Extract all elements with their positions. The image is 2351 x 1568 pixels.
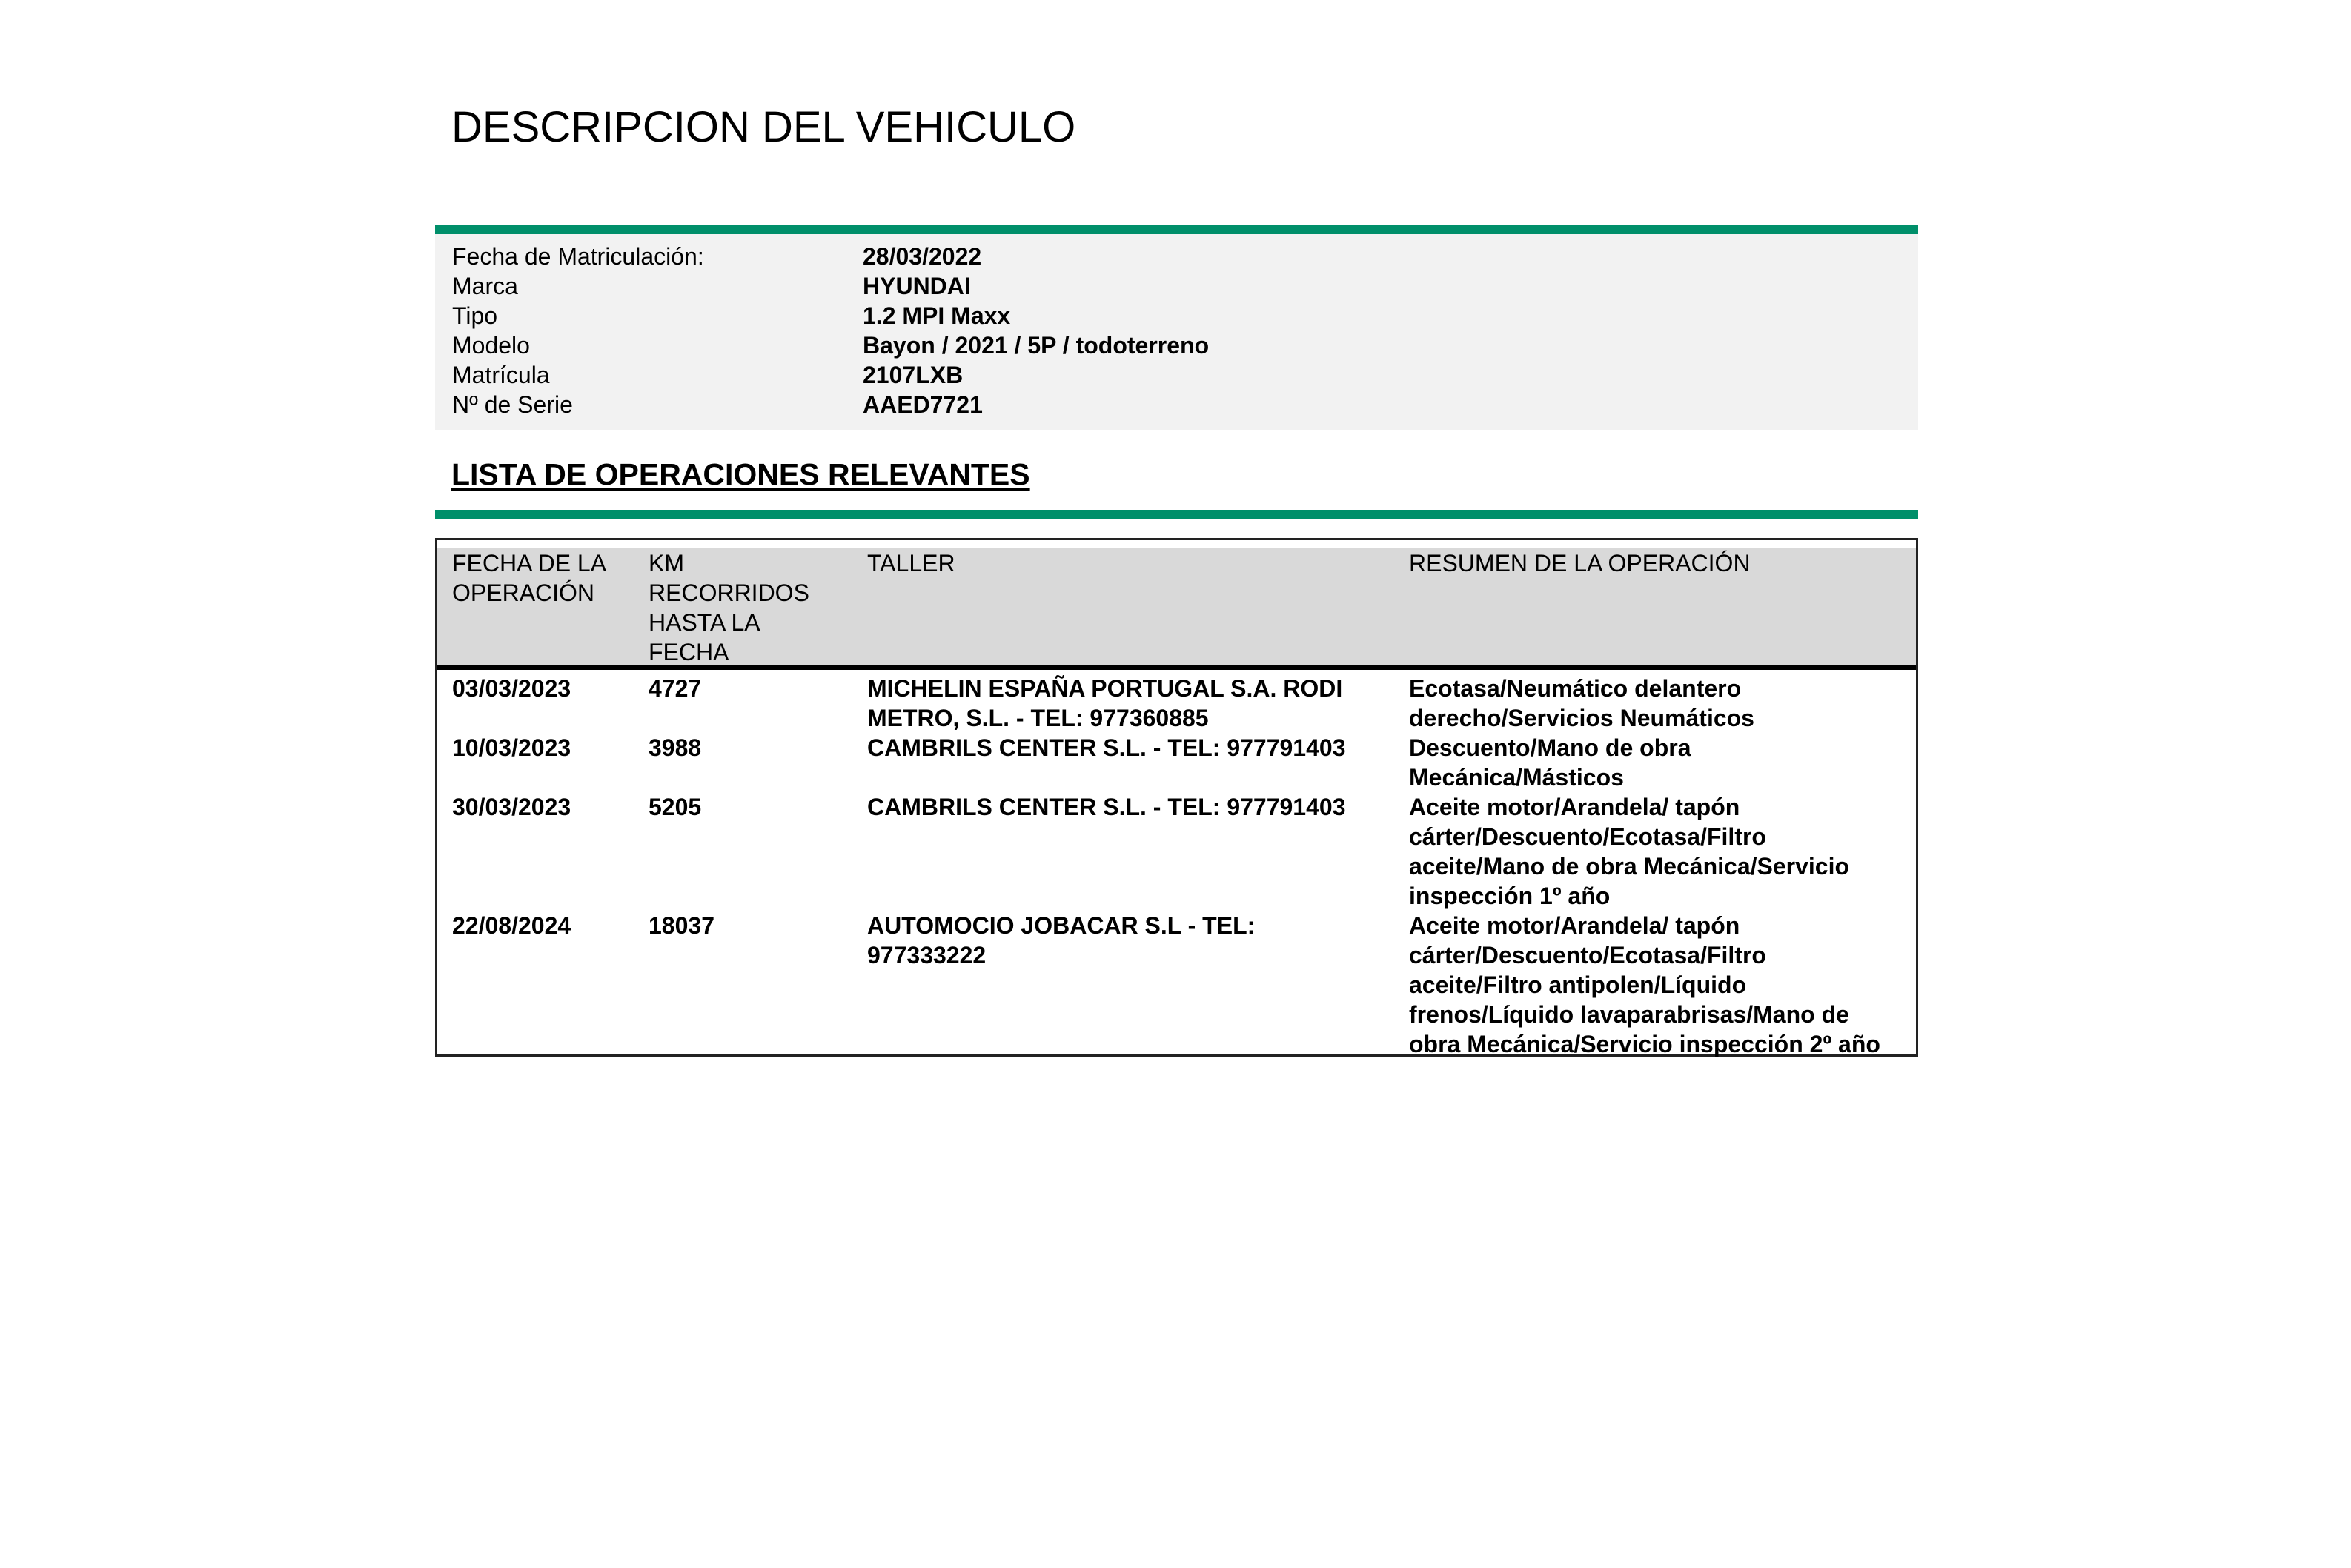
- info-value: HYUNDAI: [863, 273, 971, 299]
- operations-table: [435, 538, 1918, 1057]
- cell-fecha: 10/03/2023: [452, 734, 571, 761]
- cell-taller: CAMBRILS CENTER S.L. - TEL: 977791403: [867, 734, 1346, 761]
- page-title: DESCRIPCION DEL VEHICULO: [451, 103, 1076, 151]
- info-label: Modelo: [452, 332, 530, 359]
- info-value: 28/03/2022: [863, 243, 982, 270]
- cell-resumen: Descuento/Mano de obra Mecánica/Másticos: [1409, 734, 1691, 791]
- cell-fecha: 03/03/2023: [452, 675, 571, 702]
- info-label: Nº de Serie: [452, 391, 573, 418]
- info-row-modelo: [435, 330, 1918, 360]
- section-title-operaciones: LISTA DE OPERACIONES RELEVANTES: [451, 457, 1030, 491]
- cell-taller: CAMBRILS CENTER S.L. - TEL: 977791403: [867, 794, 1346, 820]
- info-row-matricula: [435, 360, 1918, 390]
- info-row-tipo: [435, 301, 1918, 330]
- cell-taller: AUTOMOCIO JOBACAR S.L - TEL: 977333222: [867, 912, 1256, 969]
- info-row-marca: [435, 271, 1918, 301]
- info-value: 2107LXB: [863, 362, 964, 388]
- info-value: Bayon / 2021 / 5P / todoterreno: [863, 332, 1210, 359]
- info-value: AAED7721: [863, 391, 983, 418]
- info-label: Matrícula: [452, 362, 550, 388]
- info-label: Fecha de Matriculación:: [452, 243, 704, 270]
- cell-fecha: 30/03/2023: [452, 794, 571, 820]
- header-taller: TALLER: [867, 550, 955, 577]
- vehicle-info-block: [435, 234, 1918, 430]
- cell-resumen: Aceite motor/Arandela/ tapón cárter/Descuento/Ecotasa/Filtro aceite/Filtro antipolen/Líquido frenos/Líquido lavaparabrisas/Mano de obra Mecánica/Servicio inspección 2º año: [1409, 912, 1880, 1057]
- info-label: Tipo: [452, 302, 498, 329]
- info-row-numero-serie: [435, 390, 1918, 419]
- cell-resumen: Ecotasa/Neumático delantero derecho/Servicios Neumáticos: [1409, 675, 1754, 731]
- header-resumen: RESUMEN DE LA OPERACIÓN: [1409, 550, 1751, 577]
- info-value: 1.2 MPI Maxx: [863, 302, 1011, 329]
- green-divider-operations: [435, 510, 1918, 519]
- cell-taller: MICHELIN ESPAÑA PORTUGAL S.A. RODI METRO, S.L. - TEL: 977360885: [867, 675, 1343, 731]
- cell-km: 5205: [649, 794, 702, 820]
- header-fecha: FECHA DE LA OPERACIÓN: [452, 550, 607, 606]
- cell-km: 18037: [649, 912, 714, 939]
- cell-km: 3988: [649, 734, 702, 761]
- table-header: [437, 548, 1916, 670]
- info-label: Marca: [452, 273, 518, 299]
- header-km: KM RECORRIDOS HASTA LA FECHA: [649, 550, 809, 665]
- cell-resumen: Aceite motor/Arandela/ tapón cárter/Descuento/Ecotasa/Filtro aceite/Mano de obra Mecánica/Servicio inspección 1º año: [1409, 794, 1850, 909]
- cell-km: 4727: [649, 675, 702, 702]
- cell-fecha: 22/08/2024: [452, 912, 571, 939]
- green-divider-top: [435, 225, 1918, 234]
- info-row-fecha-matriculacion: [435, 242, 1918, 271]
